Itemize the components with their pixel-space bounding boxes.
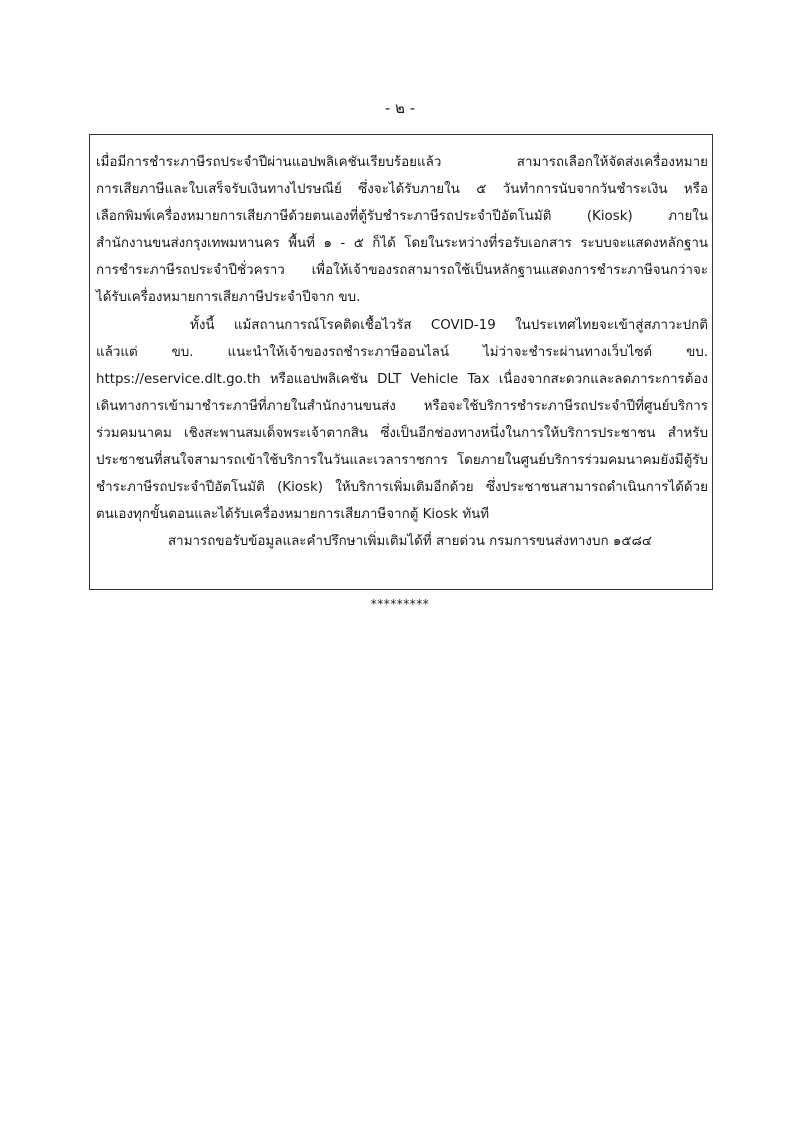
- text-line: ตนเองทุกขั้นตอนและได้รับเครื่องหมายการเสียภาษีจากตู้ Kiosk ทันที: [96, 507, 490, 523]
- text-line: ชำระภาษีรถประจำปีอัตโนมัติ (Kiosk) ให้บริการเพิ่มเติมอีกด้วย ซึ่งประชาชนสามารถดำเนินการได้ด้วย: [96, 480, 708, 496]
- text-line: แล้วแต่ ขบ. แนะนำให้เจ้าของรถชำระภาษีออนไลน์ ไม่ว่าจะชำระผ่านทางเว็บไซต์ ขบ.: [96, 344, 708, 360]
- paragraph-online-payment: [96, 312, 708, 529]
- text-line: การชำระภาษีรถประจำปีชั่วคราว เพื่อให้เจ้าของรถสามารถใช้เป็นหลักฐานแสดงการชำระภาษีจนกว่าจะ: [96, 263, 708, 279]
- text-line: เลือกพิมพ์เครื่องหมายการเสียภาษีด้วยตนเองที่ตู้รับชำระภาษีรถประจำปีอัตโนมัติ (Kiosk) ภายใน: [96, 209, 708, 225]
- page-number: - ๒ -: [384, 99, 416, 117]
- hotline-text: สามารถขอรับข้อมูลและคำปรึกษาเพิ่มเติมได้ที่ สายด่วน กรมการขนส่งทางบก ๑๕๘๔: [168, 534, 652, 550]
- end-separator: *********: [370, 597, 430, 611]
- text-line: เมื่อมีการชำระภาษีรถประจำปีผ่านแอปพลิเคชันเรียบร้อยแล้ว สามารถเลือกให้จัดส่งเครื่องหมาย: [96, 155, 708, 170]
- text-line: การเสียภาษีและใบเสร็จรับเงินทางไปรษณีย์ ซึ่งจะได้รับภายใน ๕ วันทำการนับจากวันชำระเงิน หรือ: [96, 182, 708, 198]
- text-line: ร่วมคมนาคม เชิงสะพานสมเด็จพระเจ้าตากสิน ซึ่งเป็นอีกช่องทางหนึ่งในการให้บริการประชาชน สำหรับ: [96, 425, 708, 441]
- content-box: [89, 134, 713, 590]
- paragraph-hotline: [96, 528, 708, 555]
- text-line: สำนักงานขนส่งกรุงเทพมหานคร พื้นที่ ๑ - ๕ ก็ได้ โดยในระหว่างที่รอรับเอกสาร ระบบจะแสดงหลักฐาน: [96, 236, 708, 252]
- text-line: ประชาชนที่สนใจสามารถเข้าใช้บริการในวันและเวลาราชการ โดยภายในศูนย์บริการร่วมคมนาคมยังมีตู้รับ: [96, 453, 708, 469]
- text-line: เดินทางการเข้ามาชำระภาษีที่ภายในสำนักงานขนส่ง หรือจะใช้บริการชำระภาษีรถประจำปีที่ศูนย์บริการ: [96, 398, 708, 414]
- paragraph-vehicle-tax-app: [96, 149, 708, 312]
- text-line: https://eservice.dlt.go.th หรือแอปพลิเคชัน DLT Vehicle Tax เนื่องจากสะดวกและลดภาระการต้อง: [96, 371, 708, 387]
- text-line: ได้รับเครื่องหมายการเสียภาษีประจำปีจาก ขบ.: [96, 290, 361, 306]
- text-line: ทั้งนี้ แม้สถานการณ์โรคติดเชื้อไวรัส COVID-19 ในประเทศไทยจะเข้าสู่สภาวะปกติ: [190, 317, 708, 333]
